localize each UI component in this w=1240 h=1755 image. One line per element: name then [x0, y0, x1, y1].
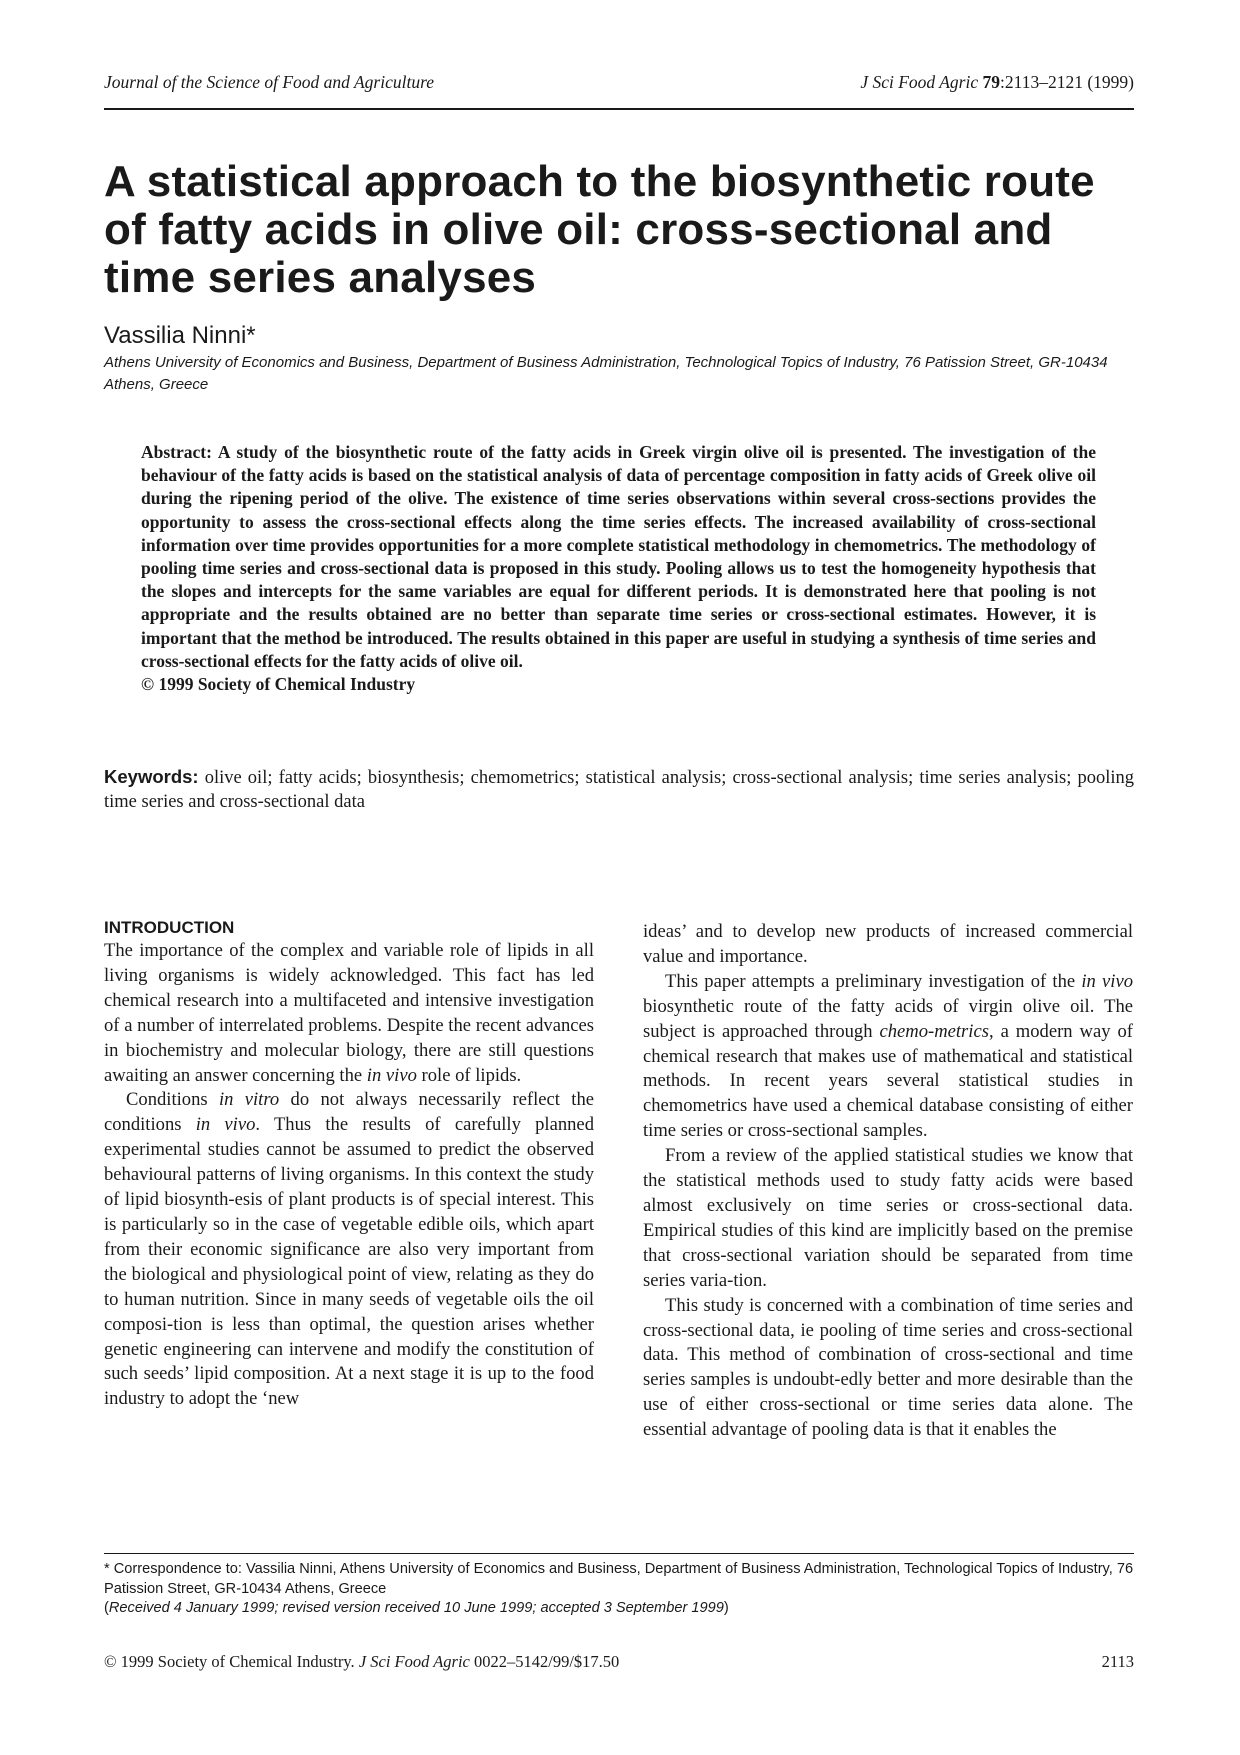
footer-copyright: © 1999 Society of Chemical Industry. J Sci Food Agric 0022–5142/99/$17.50	[104, 1652, 620, 1671]
citation-journal: J Sci Food Agric	[860, 72, 979, 92]
footnote	[104, 1560, 1134, 1619]
keywords-label: Keywords:	[104, 766, 199, 787]
author-affiliation: Athens University of Economics and Business, Department of Business Administration, Technological Topics of Industry, 76 Patission Street, GR-10434 Athens, Greece	[104, 354, 1108, 393]
paragraph: The importance of the complex and variable role of lipids in all living organisms is widely acknowledged. This fact has led chemical research into a multifaceted and intensive investigation of a number of interrelated problems. Despite the recent advances in biochemistry and molecular biology, there are still questions awaiting an answer concerning the in vivo role of lipids.	[104, 940, 594, 1086]
paragraph: This paper attempts a preliminary investigation of the in vivo biosynthetic route of the fatty acids of virgin olive oil. The subject is approached through chemo-metrics, a modern way of chemical research that makes use of mathematical and statistical methods. In recent years several statistical studies in chemometrics have used a chemical database consisting of either time series or cross-sectional samples.	[643, 970, 1133, 1142]
received-dates: (Received 4 January 1999; revised version received 10 June 1999; accepted 3 September 1999)	[104, 1600, 729, 1616]
footnote-rule	[104, 1553, 1134, 1554]
page-number: 2113	[1101, 1652, 1134, 1671]
body-column-left	[104, 917, 594, 1412]
page-footer	[104, 1652, 1134, 1676]
abstract-text: Abstract: A study of the biosynthetic route of the fatty acids in Greek virgin olive oil is presented. The investigation of the behaviour of the fatty acids is based on the statistical analysis of data of percentage composition in fatty acids of Greek olive oil during the ripening period of the olive. The existence of time series observations within several cross-sections provides the opportunity to assess the cross-sectional effects along the time series effects. The increased availability of cross-sectional information over time provides opportunities for a more complete statistical methodology in chemometrics. The methodology of pooling time series and cross-sectional data is proposed in this study. Pooling allows us to test the homogeneity hypothesis that the slopes and intercepts for the same variables are equal for different periods. It is demonstrated here that pooling is not appropriate and the results obtained are no better than separate time series or cross-sectional estimates. However, it is important that the method be introduced. The results obtained in this paper are useful in studying a synthesis of time series and cross-sectional effects for the fatty acids of olive oil.	[141, 442, 1096, 671]
citation	[860, 72, 1134, 93]
correspondence-note: * Correspondence to: Vassilia Ninni, Athens University of Economics and Business, Department of Business Administration, Technological Topics of Industry, 76 Patission Street, GR-10434 Athens, Greece	[104, 1561, 1134, 1597]
paragraph: ideas’ and to develop new products of increased commercial value and importance.	[643, 921, 1133, 967]
abstract	[141, 441, 1096, 696]
paragraph: This study is concerned with a combination of time series and cross-sectional data, ie pooling of time series and cross-sectional data. This method of combination of cross-sectional and time series samples is undoubt-edly better and more desirable than the use of either cross-sectional or time series data alone. The essential advantage of pooling data is that it enables the	[643, 1294, 1133, 1441]
article-title: A statistical approach to the biosynthetic route of fatty acids in olive oil: cross-sectional and time series analyses	[104, 157, 1095, 302]
keywords	[104, 765, 1134, 814]
paragraph: Conditions in vitro do not always necessarily reflect the conditions in vivo. Thus the results of carefully planned experimental studies cannot be assumed to predict the observed behavioural patterns of living organisms. In this context the study of lipid biosynth-esis of plant products is of special interest. This is particularly so in the case of vegetable edible oils, which apart from their economic significance are also very important from the biological and physiological point of view, relating as they do to human nutrition. Since in many seeds of vegetable oils the oil composi-tion is less than optimal, the question arises whether genetic engineering can intervene and modify the constitution of such seeds’ lipid composition. At a next stage it is up to the food industry to adopt the ‘new	[104, 1089, 594, 1410]
running-head	[104, 72, 1134, 98]
journal-name: Journal of the Science of Food and Agriculture	[104, 72, 435, 92]
keywords-text: olive oil; fatty acids; biosynthesis; chemometrics; statistical analysis; cross-sectional analysis; time series analysis; pooling time series and cross-sectional data	[104, 768, 1134, 812]
author-name: Vassilia Ninni*	[104, 322, 256, 349]
abstract-copyright: © 1999 Society of Chemical Industry	[141, 674, 416, 695]
citation-pages: :2113–2121 (1999)	[1000, 72, 1134, 92]
section-heading: INTRODUCTION	[104, 918, 235, 937]
citation-volume: 79	[982, 72, 1000, 92]
paragraph: From a review of the applied statistical studies we know that the statistical methods used to study fatty acids were based almost exclusively on time series or cross-sectional data. Empirical studies of this kind are implicitly based on the premise that cross-sectional variation should be separated from time series varia-tion.	[643, 1145, 1133, 1291]
body-column-right	[643, 920, 1133, 1443]
header-rule	[104, 108, 1134, 110]
